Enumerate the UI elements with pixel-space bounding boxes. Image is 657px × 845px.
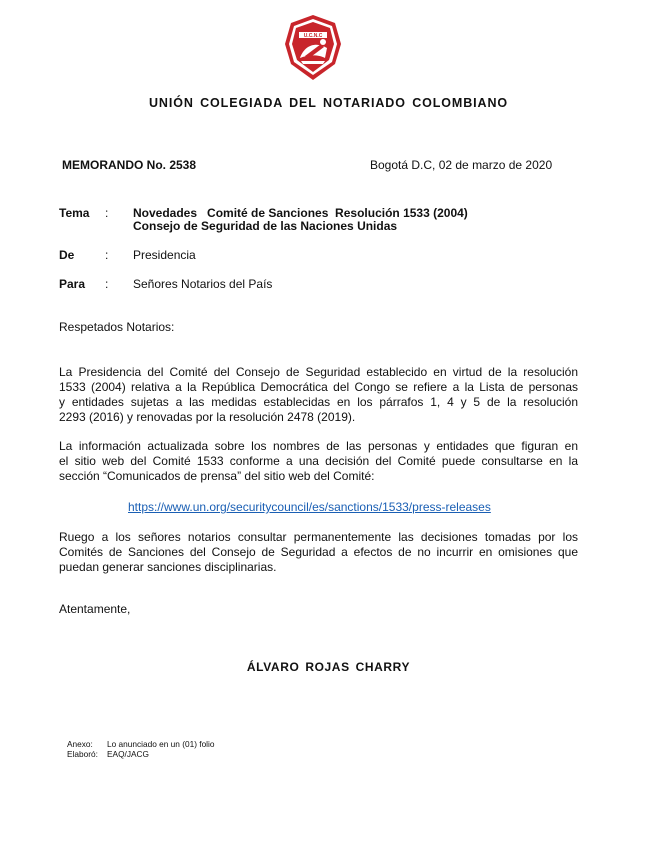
- anexo-label: Anexo:: [67, 739, 93, 749]
- paragraph-3-line: Comités de Sanciones del Consejo de Seguridad a efectos de no incurrir en omisiones que: [59, 545, 578, 559]
- memo-number: MEMORANDO No. 2538: [62, 158, 197, 172]
- paragraph-3-line: Ruego a los señores notarios consultar permanentemente las decisiones tomadas por los: [59, 530, 578, 544]
- para-label: Para: [59, 277, 86, 291]
- paragraph-1-line: 1533 (2004) relativa a la República Democrática del Congo se refiere a la Lista de personas: [59, 380, 578, 394]
- tema-line-1: Novedades Comité de Sanciones Resolución 1533 (2004): [133, 206, 468, 220]
- seal-logo: [283, 14, 343, 82]
- paragraph-1-line: 2293 (2016) y renovadas por la resolución 2478 (2019).: [59, 410, 356, 424]
- salutation: Respetados Notarios:: [59, 320, 175, 334]
- tema-colon: :: [105, 206, 109, 220]
- paragraph-3: [59, 530, 578, 575]
- tema-label: Tema: [59, 206, 90, 220]
- paragraph-2-line: el sitio web del Comité 1533 conforme a una decisión del Comité puede consultarse en la: [59, 454, 578, 468]
- organization-name: UNIÓN COLEGIADA DEL NOTARIADO COLOMBIANO: [148, 96, 509, 110]
- paragraph-3-line: puedan generar sanciones disciplinarias.: [59, 560, 277, 574]
- memo-date: Bogotá D.C, 02 de marzo de 2020: [370, 158, 553, 172]
- paragraph-2: [59, 439, 578, 484]
- closing: Atentamente,: [59, 602, 131, 616]
- paragraph-1: [59, 365, 578, 425]
- de-colon: :: [105, 248, 109, 262]
- de-value: Presidencia: [133, 248, 196, 262]
- seal-text: U.C.N.C: [303, 33, 323, 39]
- elaboro-label: Elaboró:: [67, 749, 98, 759]
- elaboro-value: EAQ/JACG: [107, 749, 149, 759]
- paragraph-1-line: La Presidencia del Comité del Consejo de Seguridad establecido en virtud de la resolución: [59, 365, 578, 379]
- signatory-name: ÁLVARO ROJAS CHARRY: [246, 660, 411, 674]
- de-label: De: [59, 248, 75, 262]
- para-colon: :: [105, 277, 109, 291]
- tema-line-2: Consejo de Seguridad de las Naciones Unidas: [133, 219, 398, 233]
- paragraph-1-line: y entidades sujetas a las medidas establecidas en los párrafos 1, 4 y 5 de la resolución: [59, 395, 578, 409]
- anexo-value: Lo anunciado en un (01) folio: [107, 739, 215, 749]
- footer-notes: [67, 739, 214, 759]
- press-releases-link[interactable]: https://www.un.org/securitycouncil/es/sanctions/1533/press-releases: [128, 500, 491, 514]
- paragraph-2-line: sección “Comunicados de prensa” del sitio web del Comité:: [59, 469, 375, 483]
- paragraph-2-line: La información actualizada sobre los nombres de las personas y entidades que figuran en: [59, 439, 578, 453]
- para-value: Señores Notarios del País: [133, 277, 273, 291]
